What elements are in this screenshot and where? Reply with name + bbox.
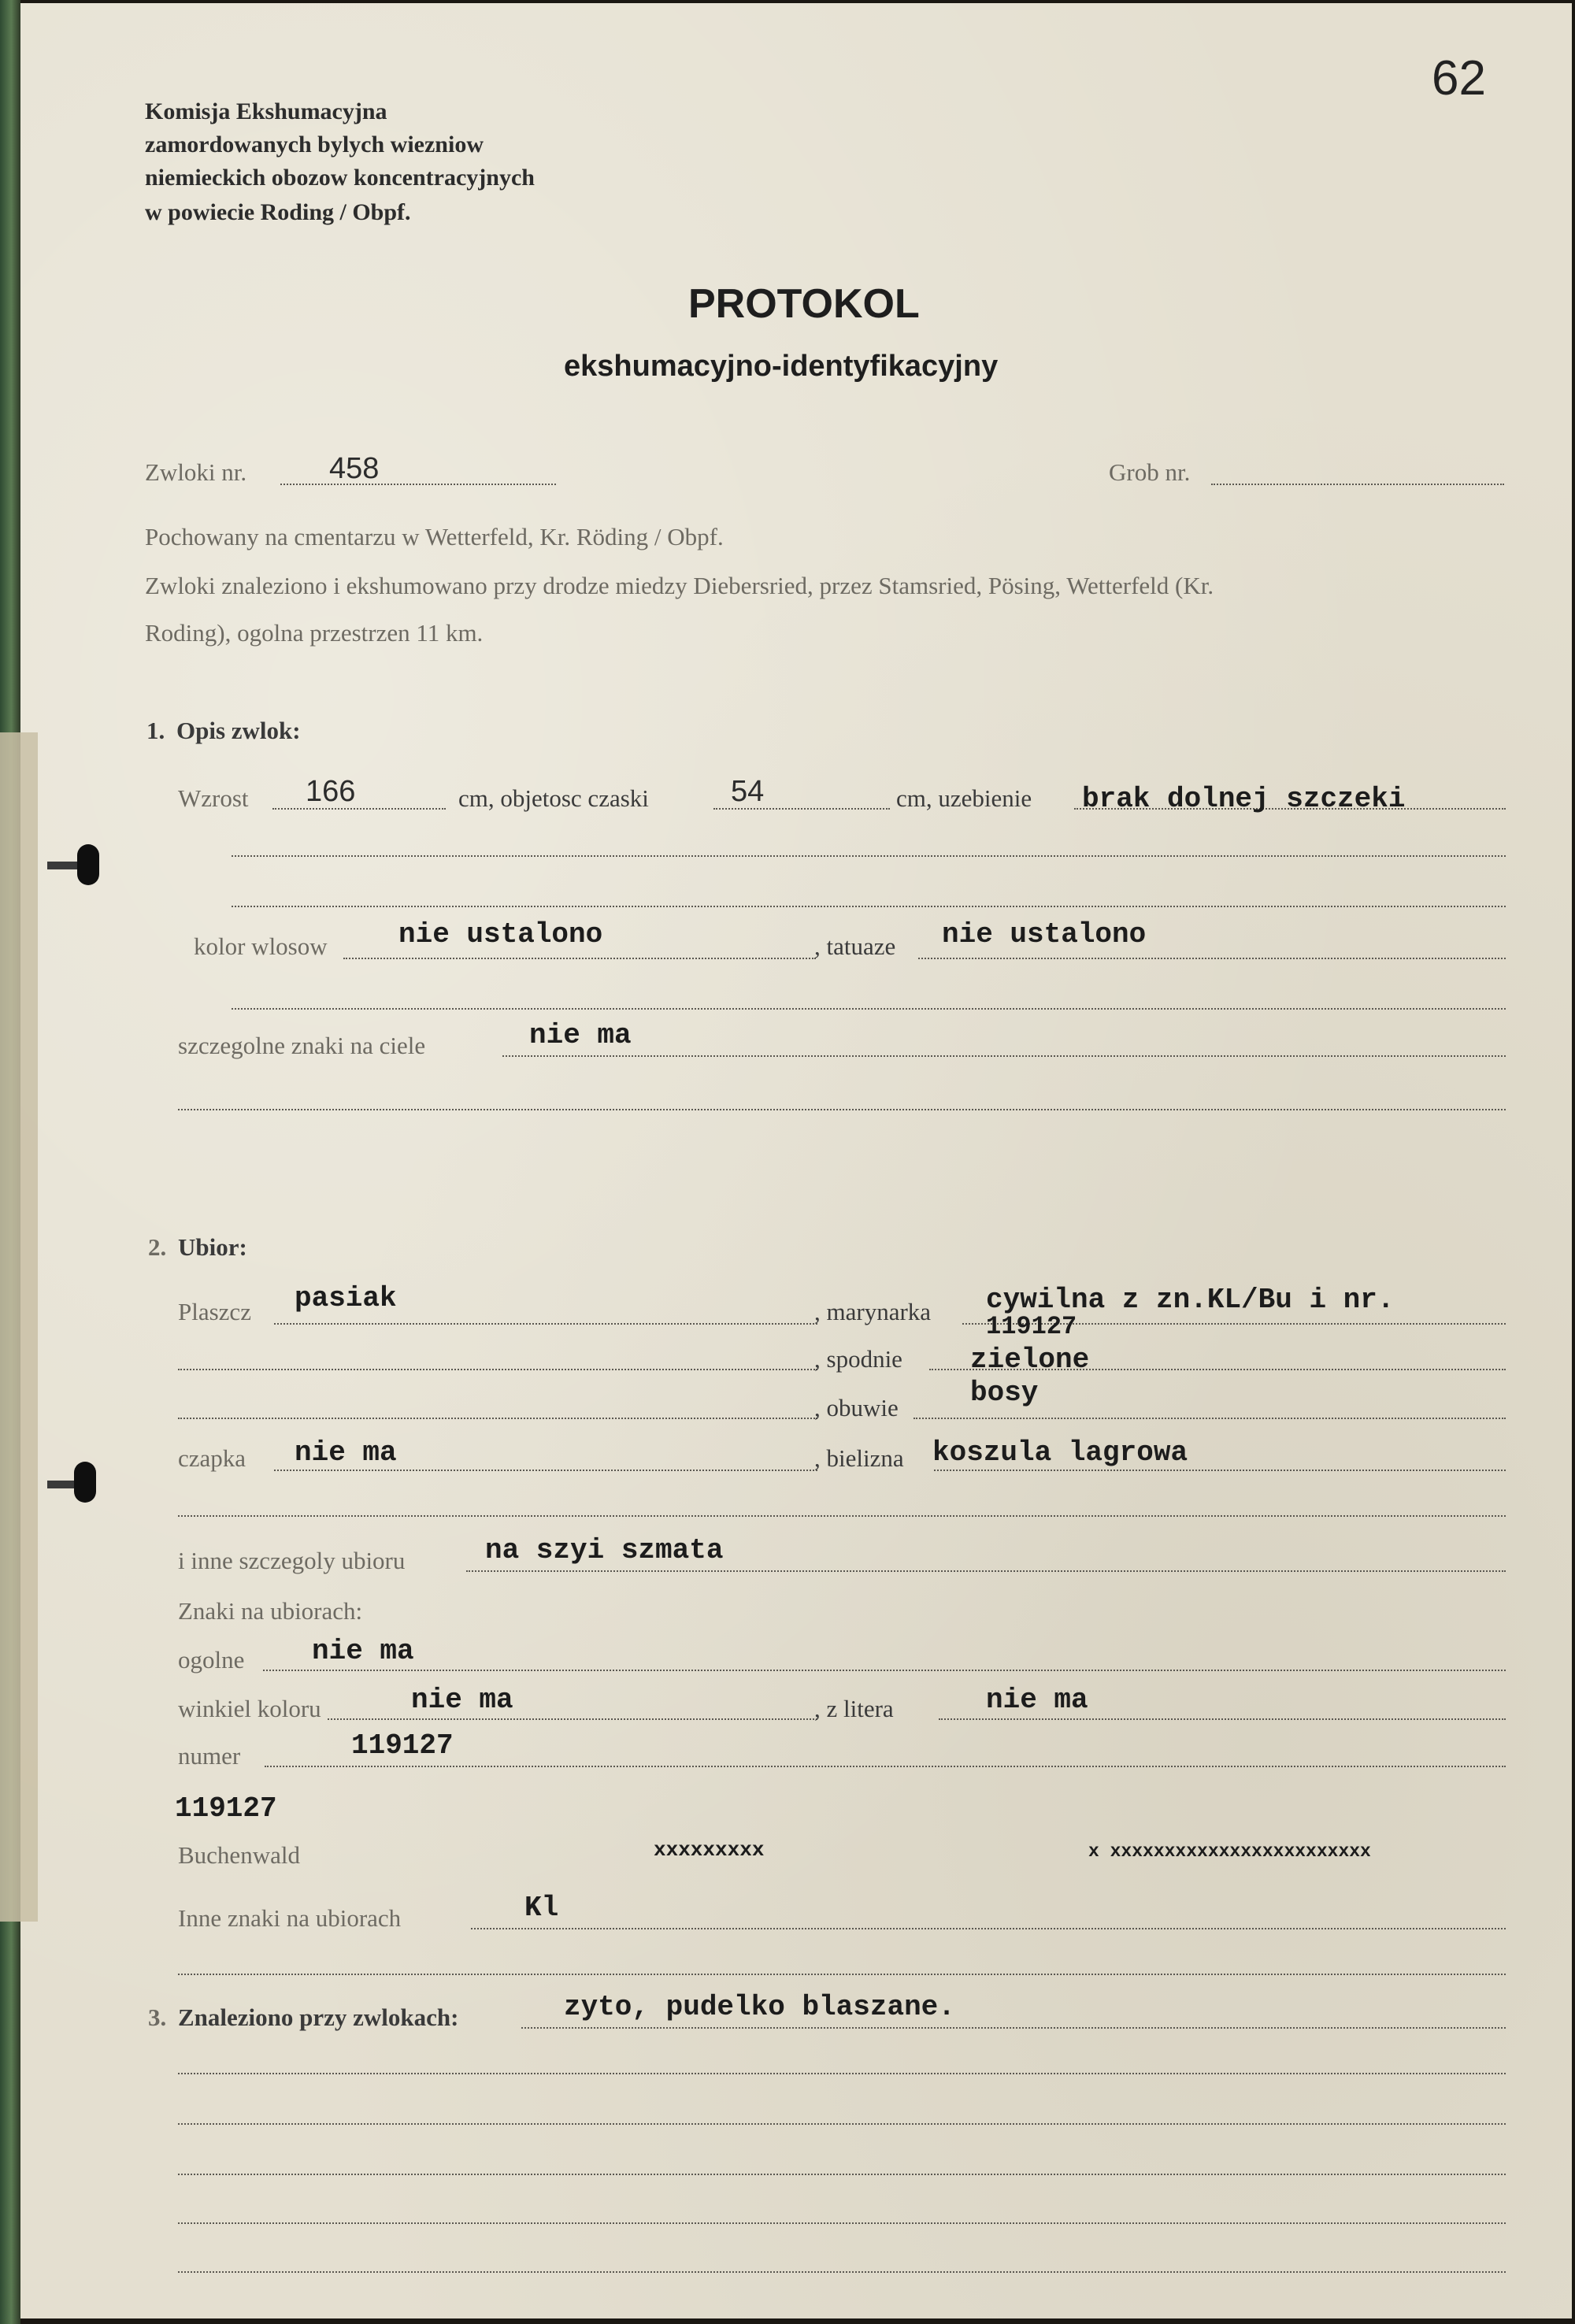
spodnie-value: zielone <box>970 1344 1090 1376</box>
wzrost-field-line <box>272 808 446 810</box>
buchenwald-label: Buchenwald <box>178 1841 300 1869</box>
bielizna-value: koszula lagrowa <box>932 1436 1188 1469</box>
obuwie-value: bosy <box>970 1377 1039 1409</box>
section-2-title: Ubior: <box>178 1233 247 1261</box>
page-number: 62 <box>1432 51 1486 106</box>
wzrost-value: 166 <box>306 775 356 808</box>
section-2-number: 2. <box>148 1233 167 1261</box>
header-line-3: niemieckich obozow koncentracyjnych <box>145 165 535 191</box>
winkiel-label: winkiel koloru <box>178 1695 321 1722</box>
blank-line <box>178 1974 1506 1975</box>
kolor-value: nie ustalono <box>398 918 603 951</box>
punch-hole <box>77 844 99 885</box>
blank-line <box>178 2271 1506 2273</box>
blank-line <box>178 1369 817 1370</box>
inne-znaki-label: Inne znaki na ubiorach <box>178 1904 402 1932</box>
buchenwald-strikeout-1: xxxxxxxxx <box>654 1838 765 1862</box>
obuwie-label: , obuwie <box>814 1394 899 1421</box>
document-subtitle: ekshumacyjno-identyfikacyjny <box>564 350 999 383</box>
document-title: PROTOKOL <box>688 281 920 327</box>
blank-line <box>232 1008 1506 1010</box>
grob-field-line <box>1211 484 1504 485</box>
tatuaze-field-line <box>918 958 1506 959</box>
zwloki-label: Zwloki nr. <box>145 458 247 486</box>
inne-szczegoly-value: na szyi szmata <box>485 1534 724 1566</box>
section-1-number: 1. <box>146 717 165 744</box>
blank-line <box>178 1109 1506 1110</box>
plaszcz-value: pasiak <box>295 1282 397 1314</box>
litera-label: , z litera <box>814 1695 894 1722</box>
wzrost-label: Wzrost <box>178 784 249 812</box>
ogolne-label: ogolne <box>178 1646 245 1674</box>
header-line-2: zamordowanych bylych wiezniow <box>145 132 484 158</box>
blank-line <box>232 906 1506 907</box>
numer-extra: 119127 <box>175 1792 277 1825</box>
binding-tape <box>0 732 38 1922</box>
kolor-label: kolor wlosow <box>194 932 328 960</box>
obuwie-field-line <box>914 1418 1506 1419</box>
litera-value: nie ma <box>986 1684 1088 1716</box>
intro-line-3: Roding), ogolna przestrzen 11 km. <box>145 619 484 647</box>
inne-znaki-field-line <box>471 1928 1506 1929</box>
czapka-field-line <box>274 1470 817 1471</box>
section-3-number: 3. <box>148 2003 167 2031</box>
numer-field-line <box>265 1766 1506 1767</box>
ogolne-field-line <box>263 1670 1506 1671</box>
punch-hole <box>74 1462 96 1503</box>
buchenwald-strikeout-2: x xxxxxxxxxxxxxxxxxxxxxxxx <box>1088 1841 1371 1862</box>
blank-line <box>178 2222 1506 2224</box>
plaszcz-label: Plaszcz <box>178 1298 251 1325</box>
ogolne-value: nie ma <box>312 1635 414 1667</box>
znaki-na-ciele-value: nie ma <box>529 1019 632 1051</box>
kolor-field-line <box>343 958 816 959</box>
inne-znaki-value: Kl <box>524 1892 559 1924</box>
grob-label: Grob nr. <box>1109 458 1191 486</box>
znaki-na-ciele-field-line <box>502 1055 1506 1057</box>
znaki-na-ubiorach-header: Znaki na ubiorach: <box>178 1597 363 1625</box>
blank-line <box>178 2123 1506 2125</box>
czaszka-label: cm, objetosc czaski <box>458 784 649 812</box>
czapka-label: czapka <box>178 1444 246 1472</box>
blank-line <box>178 2174 1506 2175</box>
litera-field-line <box>939 1718 1506 1720</box>
spodnie-label: , spodnie <box>814 1345 902 1373</box>
marynarka-value-line-2: 119127 <box>986 1312 1077 1341</box>
marynarka-value-line-1: cywilna z zn.KL/Bu i nr. <box>986 1284 1395 1316</box>
section-3-title: Znaleziono przy zwlokach: <box>178 2003 459 2031</box>
winkiel-field-line <box>328 1718 817 1720</box>
document-page <box>20 3 1572 2318</box>
marynarka-label: , marynarka <box>814 1298 932 1325</box>
plaszcz-field-line <box>274 1323 817 1325</box>
header-line-4: w powiecie Roding / Obpf. <box>145 199 411 225</box>
uzebienie-label: cm, uzebienie <box>896 784 1032 812</box>
tatuaze-value: nie ustalono <box>942 918 1147 951</box>
numer-value: 119127 <box>351 1729 454 1762</box>
znaki-na-ciele-label: szczegolne znaki na ciele <box>178 1032 426 1059</box>
czapka-value: nie ma <box>295 1436 397 1469</box>
zwloki-value: 458 <box>329 452 380 485</box>
bielizna-field-line <box>934 1470 1506 1471</box>
intro-line-1: Pochowany na cmentarzu w Wetterfeld, Kr. Röding / Obpf. <box>145 523 724 550</box>
czaszka-value: 54 <box>731 775 765 808</box>
inne-szczegoly-field-line <box>466 1570 1506 1572</box>
numer-label: numer <box>178 1742 241 1770</box>
section-1-title: Opis zwlok: <box>176 717 301 744</box>
blank-line <box>178 1515 1506 1517</box>
inne-szczegoly-label: i inne szczegoly ubioru <box>178 1547 406 1574</box>
bielizna-label: , bielizna <box>814 1444 904 1472</box>
section-3-value: zyto, pudelko blaszane. <box>564 1991 955 2023</box>
intro-line-2: Zwloki znaleziono i ekshumowano przy drodze miedzy Diebersried, przez Stamsried, Pösing, Wetterfeld (Kr. <box>145 572 1214 599</box>
zwloki-field-line <box>280 484 556 485</box>
blank-line <box>232 855 1506 857</box>
uzebienie-value: brak dolnej szczeki <box>1082 783 1406 815</box>
blank-line <box>178 2073 1506 2074</box>
blank-line <box>178 1418 817 1419</box>
header-line-1: Komisja Ekshumacyjna <box>145 98 387 124</box>
tatuaze-label: , tatuaze <box>814 932 896 960</box>
winkiel-value: nie ma <box>411 1684 513 1716</box>
section-3-field-line <box>521 2027 1506 2029</box>
